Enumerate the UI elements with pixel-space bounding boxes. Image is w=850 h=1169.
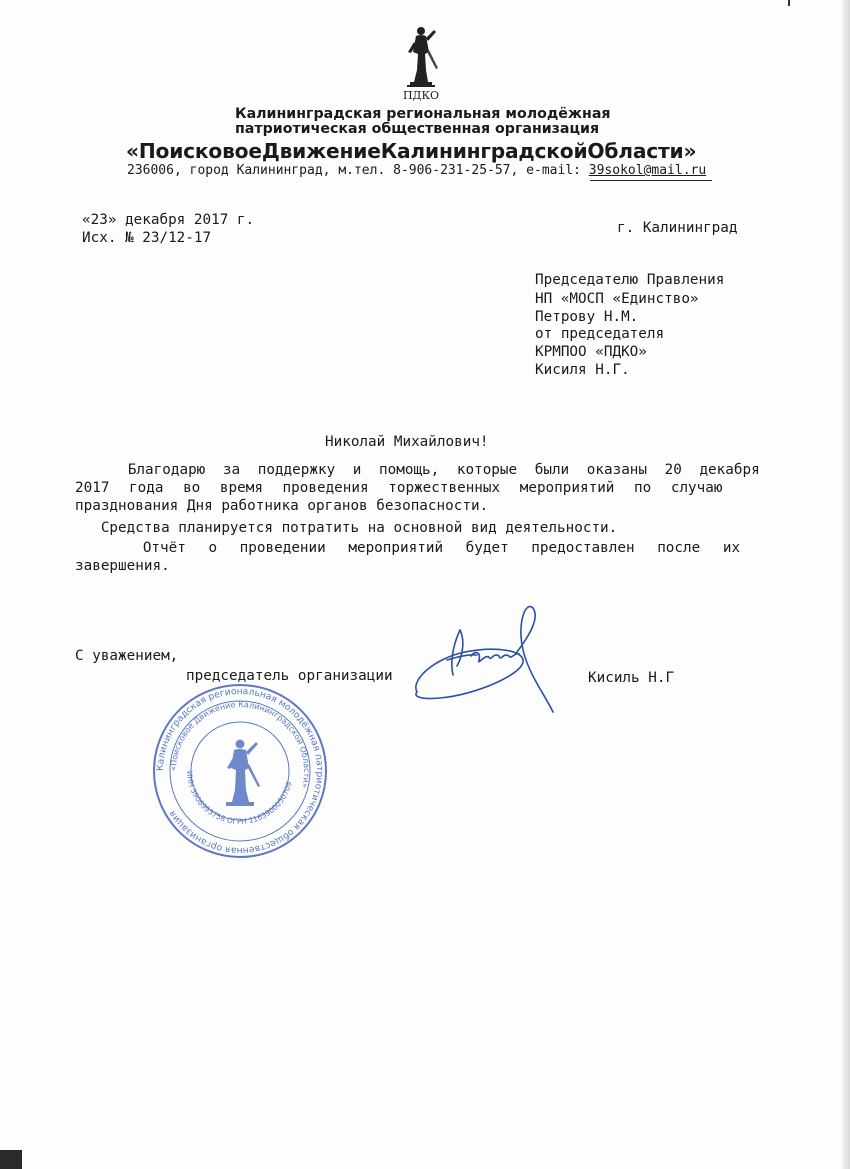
stamp-inner-text: «Поисковое Движение Калининградской Области» — [168, 699, 312, 789]
body-line: Отчёт о проведении мероприятий будет предоставлен после их — [75, 540, 741, 556]
outgoing-number: Исх. № 23/12-17 — [82, 230, 212, 246]
salutation: Николай Михайлович! — [325, 434, 489, 450]
stamp-registration-ids: ИНН 3906993758 ОГРН 1163900050709 — [184, 770, 294, 827]
handwritten-signature — [405, 600, 555, 715]
org-name-line-1: Калининградская региональная молодёжная — [235, 106, 611, 122]
scan-edge — [842, 0, 850, 1169]
recipient-line: КРМПОО «ПДКО» — [535, 344, 647, 360]
recipient-line: Кисиля Н.Г. — [535, 362, 630, 378]
org-title: «ПоисковоеДвижениеКалининградскойОбласти» — [126, 139, 697, 163]
stamp-statue-icon — [226, 740, 260, 807]
scan-mark — [788, 0, 790, 6]
logo-caption: ПДКО — [402, 89, 440, 102]
recipient-line: от председателя — [535, 326, 665, 342]
recipient-line: Петрову Н.М. — [535, 309, 639, 325]
signer-role: председатель организации — [186, 668, 393, 684]
stamp-outer-text: Калининградская региональная молодёжная патриотическая общественная организация — [154, 685, 326, 857]
scan-mark — [0, 1150, 22, 1169]
org-name-line-2: патриотическая общественная организация — [235, 121, 600, 137]
body-line: 2017 года во время проведения торжественных мероприятий по случаю — [75, 480, 723, 496]
organization-stamp — [150, 682, 330, 860]
email-link[interactable]: 39sokol@mail.ru — [588, 163, 707, 178]
header-rule — [590, 180, 712, 181]
signer-name: Кисиль Н.Г — [588, 670, 675, 686]
letter-date: «23» декабря 2017 г. — [82, 212, 255, 228]
contacts-text: 236006, город Калининград, м.тел. 8-906-231-25-57, e-mail: — [127, 163, 589, 178]
org-contacts — [127, 163, 706, 178]
body-line: завершения. — [75, 558, 170, 574]
closing: С уважением, — [75, 648, 179, 664]
recipient-line: НП «МОСП «Единство» — [535, 291, 699, 307]
letter-city: г. Калининград — [617, 220, 738, 236]
body-line: празднования Дня работника органов безопасности. — [75, 498, 489, 514]
recipient-line: Председателю Правления — [535, 272, 725, 288]
body-line: Благодарю за поддержку и помощь, которые были оказаны 20 декабря — [75, 462, 760, 478]
body-line: Средства планируется потратить на основной вид деятельности. — [75, 520, 618, 536]
